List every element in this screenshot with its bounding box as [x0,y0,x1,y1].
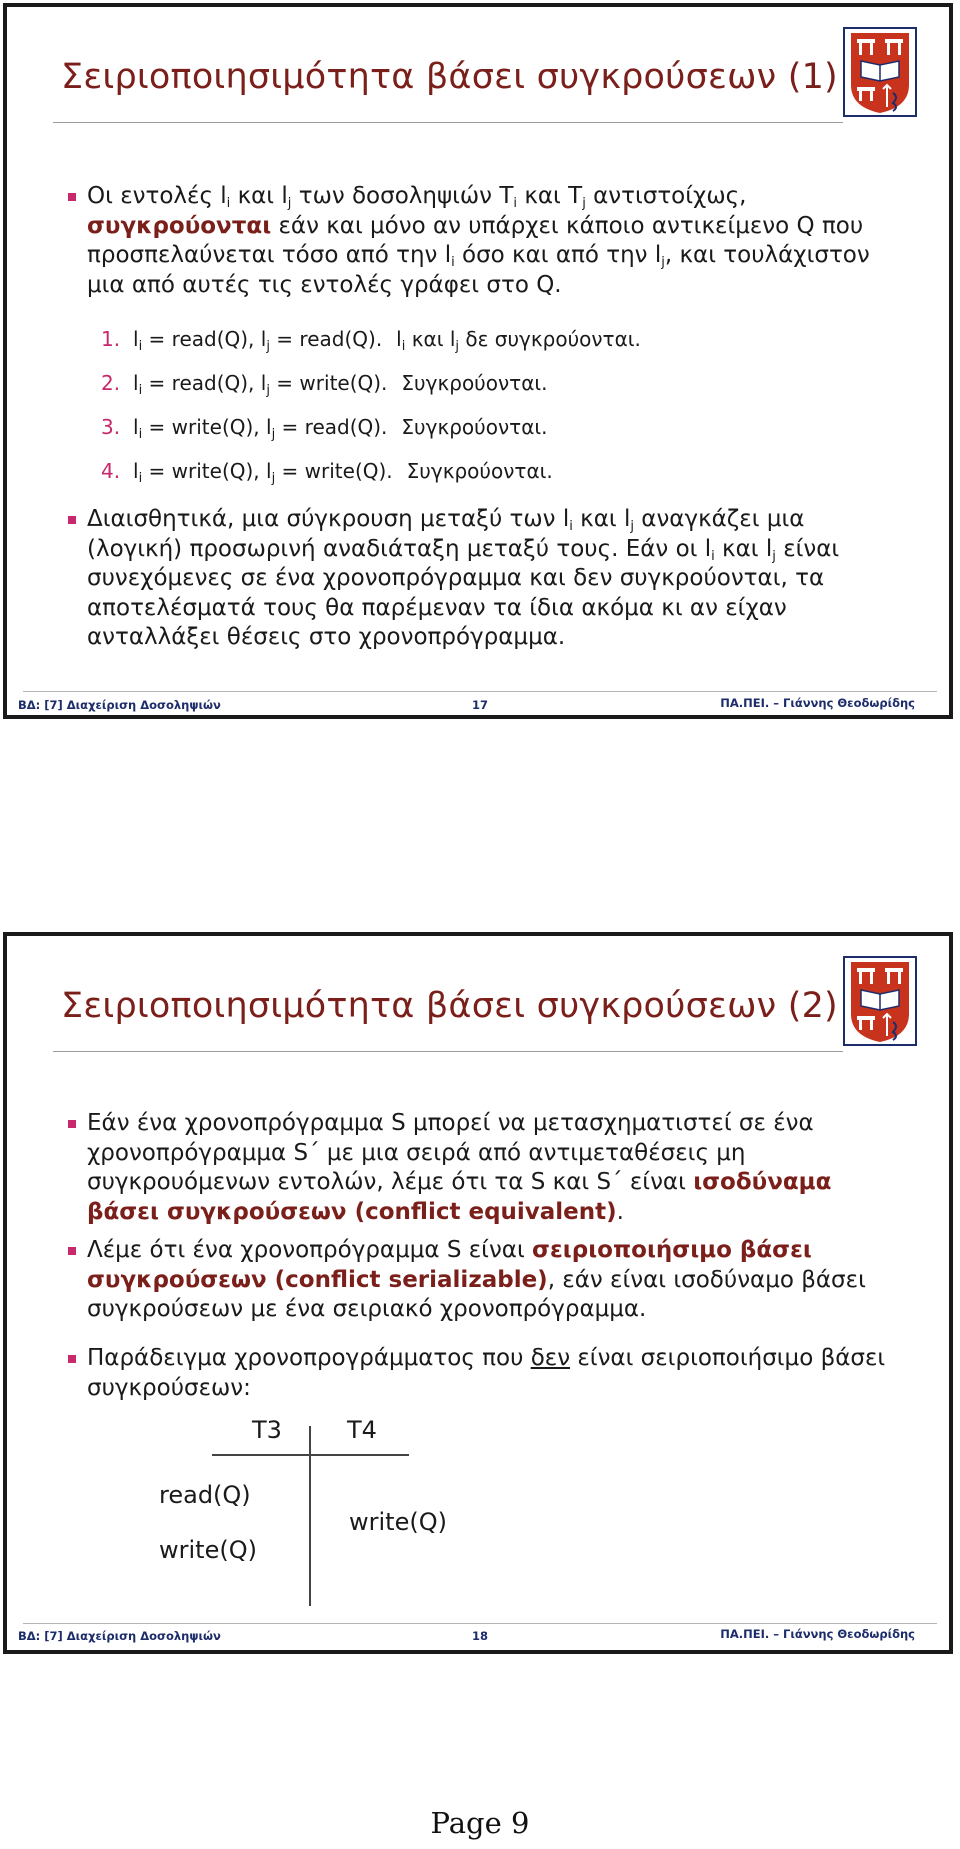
schedule-op: write(Q) [349,1508,447,1536]
slide-18 [3,932,953,1654]
university-logo-icon [843,27,917,117]
footer-course: ΒΔ: [7] Διαχείριση Δοσοληψιών [18,1629,221,1643]
list-item: 2. $l_i$ = read(Q), $l_j$ = write(Q). Συγκρούονται. [101,371,548,398]
slide-title: Σειριοποιησιμότητα βάσει συγκρούσεων (2) [61,986,838,1026]
bullet-conflict-definition: Οι εντολές $l_i$ και $l_j$ των δοσοληψιών $T_i$ και $T_j$ αντιστοίχως, συγκρούονται εάν και μόνο αν υπάρχει κάποιο αντικείμενο Q που προσπελαύνεται τόσο από την $l_i$ όσο και από την $l_j$, και τουλάχιστον μια από αυτές τις εντολές γράφει στο Q. [87,182,887,300]
footer-course: ΒΔ: [7] Διαχείριση Δοσοληψιών [18,698,221,712]
list-item: 1. $l_i$ = read(Q), $l_j$ = read(Q). $l_i$ και $l_j$ δε συγκρούονται. [101,327,641,354]
footer-slide-number: 18 [472,1629,489,1643]
footer-author: ΠΑ.ΠΕΙ. – Γιάννης Θεοδωρίδης [720,1627,915,1641]
footer-divider [23,691,937,692]
title-divider [53,122,843,123]
keyword-conflict-equivalent: ισοδύναμα βάσει συγκρούσεων (conflict equivalent) [87,1169,832,1225]
schedule-op: read(Q) [159,1481,251,1509]
schedule-header-rule [212,1454,409,1456]
title-divider [53,1051,843,1052]
bullet-marker-icon [68,1355,76,1363]
footer-divider [23,1623,937,1624]
keyword-conflict: συγκρούονται [87,212,272,239]
schedule-header-t4: T4 [347,1416,377,1444]
list-item: 4. $l_i$ = write(Q), $l_j$ = write(Q). Συγκρούονται. [101,459,553,486]
list-item: 3. $l_i$ = write(Q), $l_j$ = read(Q). Συγκρούονται. [101,415,548,442]
bullet-conflict-serializable: Λέμε ότι ένα χρονοπρόγραμμα S είναι σειριοποιήσιμο βάσει συγκρούσεων (conflict serializable), εάν είναι ισοδύναμο βάσει συγκρούσεων με ένα σειριακό χρονοπρόγραμμα. [87,1236,887,1325]
schedule-header-t3: T3 [252,1416,282,1444]
bullet-marker-icon [68,1120,76,1128]
schedule-op: write(Q) [159,1536,257,1564]
schedule-column-rule [309,1426,311,1606]
university-logo-icon [843,956,917,1046]
keyword-conflict-serializable: σειριοποιήσιμο βάσει συγκρούσεων (conflict serializable) [87,1237,812,1293]
bullet-example: Παράδειγμα χρονοπρογράμματος που δεν είναι σειριοποιήσιμο βάσει συγκρούσεων: [87,1344,887,1403]
slide-17 [3,3,953,719]
bullet-conflict-equivalent: Εάν ένα χρονοπρόγραμμα S μπορεί να μετασχηματιστεί σε ένα χρονοπρόγραμμα S΄ με μια σειρά από αντιμεταθέσεις μη συγκρουόμενων εντολών, λέμε ότι τα S και S΄ είναι ισοδύναμα βάσει συγκρούσεων (conflict equivalent). [87,1109,887,1227]
bullet-marker-icon [68,1247,76,1255]
bullet-marker-icon [68,193,76,201]
footer-slide-number: 17 [472,698,489,712]
slide-title: Σειριοποιησιμότητα βάσει συγκρούσεων (1) [61,57,838,97]
bullet-intuition: Διαισθητικά, μια σύγκρουση μεταξύ των $l_i$ και $l_j$ αναγκάζει μια (λογική) προσωρινή αναδιάταξη μεταξύ τους. Εάν οι $l_i$ και $l_j$ είναι συνεχόμενες σε ένα χρονοπρόγραμμα και δεν συγκρούονται, τα αποτελέσματά τους θα παρέμεναν τα ίδια ακόμα κι αν είχαν ανταλλάξει θέσεις στο χρονοπρόγραμμα. [87,505,887,653]
page-label: Page 9 [430,1806,530,1840]
bullet-marker-icon [68,516,76,524]
footer-author: ΠΑ.ΠΕΙ. – Γιάννης Θεοδωρίδης [720,696,915,710]
